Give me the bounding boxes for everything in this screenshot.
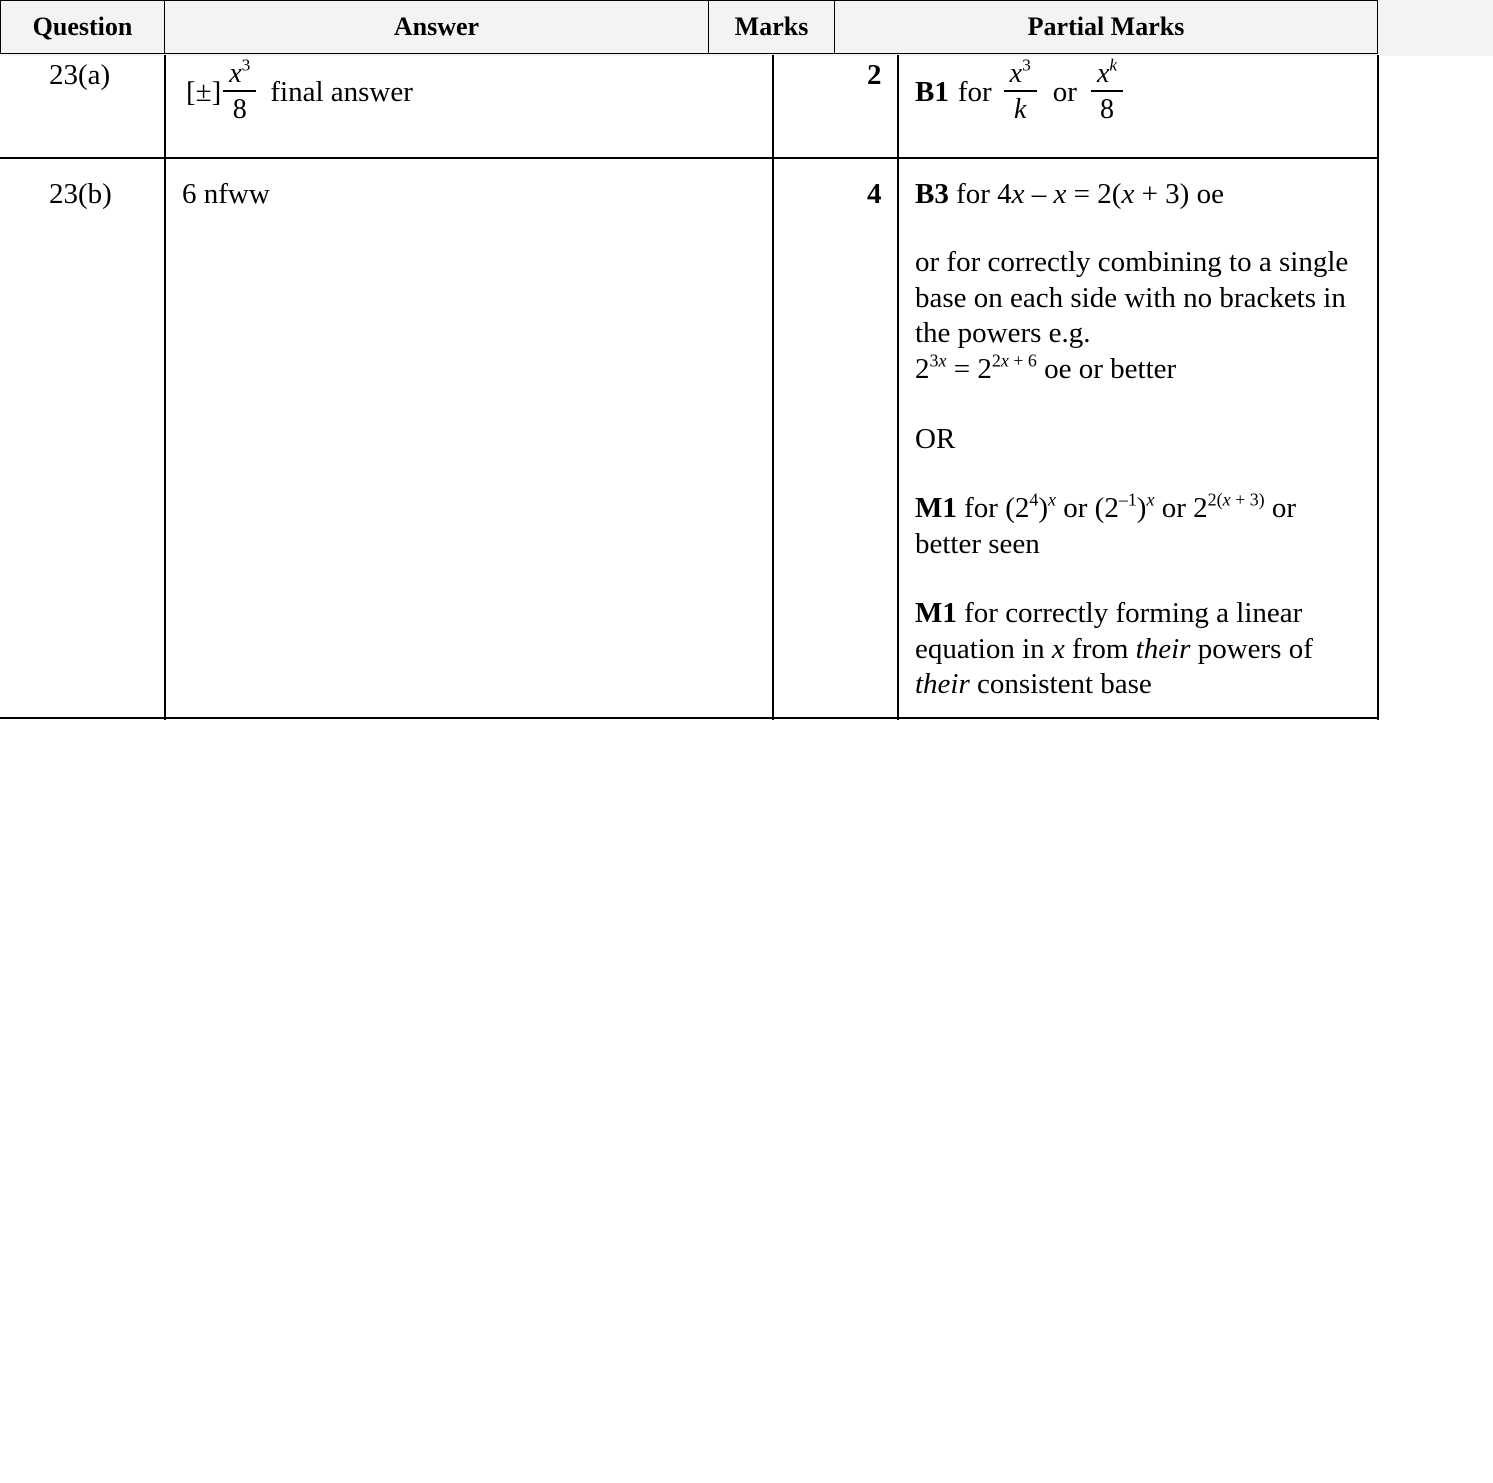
column-header-partial-marks: Partial Marks bbox=[834, 0, 1378, 54]
example-equals: = 2 bbox=[946, 352, 992, 385]
question-number: 23(a) bbox=[49, 59, 111, 91]
m1-powers-criterion bbox=[915, 491, 1365, 562]
criterion-text: ) bbox=[1038, 492, 1049, 524]
fraction-numerator-exponent: 3 bbox=[1022, 55, 1031, 75]
fraction-numerator-exponent: 3 bbox=[241, 55, 251, 75]
exponent-variable: x bbox=[1146, 489, 1155, 510]
exponent: + 6 bbox=[1008, 349, 1037, 370]
answer-cell: 6 nfww bbox=[182, 178, 270, 210]
exponent: 3 bbox=[929, 349, 939, 370]
exponent: + 3) bbox=[1230, 489, 1265, 510]
variable: x bbox=[1051, 632, 1065, 665]
fraction-denominator: 8 bbox=[232, 94, 247, 125]
exponent: 2 bbox=[991, 349, 1001, 370]
for-text: for bbox=[957, 75, 992, 108]
criterion-text: for 4 bbox=[956, 178, 1012, 210]
criterion-text: oe or better bbox=[1036, 352, 1177, 385]
exponent: 2( bbox=[1207, 489, 1223, 510]
criterion-text: + 3) oe bbox=[1134, 178, 1224, 210]
answer-fraction bbox=[223, 55, 256, 125]
row-divider bbox=[0, 157, 1379, 159]
mark-code: M1 bbox=[915, 597, 957, 629]
criterion-text: from bbox=[1064, 632, 1136, 665]
variable: x bbox=[1121, 178, 1135, 210]
alternative-criterion bbox=[915, 245, 1365, 387]
criterion-text: or (2 bbox=[1056, 492, 1119, 524]
grid-line-vertical bbox=[772, 55, 774, 720]
answer-cell bbox=[186, 55, 413, 125]
criterion-text: or better seen bbox=[915, 492, 1297, 560]
variable: x bbox=[1011, 178, 1025, 210]
grid-line-vertical bbox=[897, 55, 899, 720]
marks-value: 2 bbox=[867, 59, 882, 91]
or-separator: OR bbox=[915, 423, 956, 455]
criterion-text: = 2( bbox=[1066, 178, 1122, 210]
fraction-numerator-base: x bbox=[229, 58, 242, 89]
criterion-text: or 2 bbox=[1154, 492, 1208, 524]
criterion-text: for correctly forming a linear equation in bbox=[915, 597, 1303, 665]
exponent-variable: x bbox=[1222, 489, 1231, 510]
emphasis-text: their bbox=[915, 668, 970, 700]
criterion-text: or for correctly combining to a single base on each side with no brackets in the powers e.g. bbox=[915, 246, 1349, 349]
fraction-denominator: k bbox=[1014, 94, 1027, 125]
exponent: 4 bbox=[1029, 489, 1039, 510]
emphasis-text: their bbox=[1135, 632, 1191, 665]
example-base: 2 bbox=[915, 352, 930, 385]
criterion-text: powers of bbox=[1190, 632, 1313, 665]
column-header-marks: Marks bbox=[708, 0, 835, 54]
fraction-denominator: 8 bbox=[1100, 94, 1115, 125]
m1-linear-criterion bbox=[915, 596, 1365, 703]
table-bottom-border bbox=[0, 717, 1379, 719]
criterion-text: ) bbox=[1136, 492, 1147, 524]
mark-code: B3 bbox=[915, 178, 949, 210]
b3-criterion bbox=[915, 180, 1224, 209]
fraction-numerator-base: x bbox=[1009, 58, 1023, 89]
question-number: 23(b) bbox=[49, 178, 112, 210]
marks-value: 4 bbox=[867, 178, 882, 210]
grid-line-vertical bbox=[164, 55, 166, 720]
partial-fraction-1 bbox=[1004, 55, 1037, 125]
variable: x bbox=[1053, 178, 1067, 210]
mark-code: M1 bbox=[915, 492, 957, 524]
fraction-numerator-base: x bbox=[1096, 58, 1110, 89]
exponent-variable: x bbox=[1048, 489, 1056, 510]
answer-suffix: final answer bbox=[270, 75, 413, 108]
fraction-numerator-exponent: k bbox=[1109, 55, 1118, 75]
grid-line-vertical bbox=[1377, 55, 1379, 720]
criterion-text: consistent base bbox=[969, 668, 1152, 700]
column-header-question: Question bbox=[0, 0, 165, 54]
partial-marks-cell bbox=[915, 55, 1125, 125]
exponent: –1 bbox=[1118, 489, 1137, 510]
partial-fraction-2 bbox=[1091, 55, 1123, 125]
column-header-answer: Answer bbox=[164, 0, 709, 54]
exponent-variable: x bbox=[1000, 349, 1009, 370]
criterion-text: – bbox=[1024, 178, 1054, 210]
criterion-text: for (2 bbox=[956, 492, 1030, 524]
or-text: or bbox=[1052, 75, 1077, 108]
plus-minus-prefix: [±] bbox=[186, 75, 222, 108]
exponent-variable: x bbox=[938, 349, 947, 370]
mark-code: B1 bbox=[915, 75, 949, 108]
